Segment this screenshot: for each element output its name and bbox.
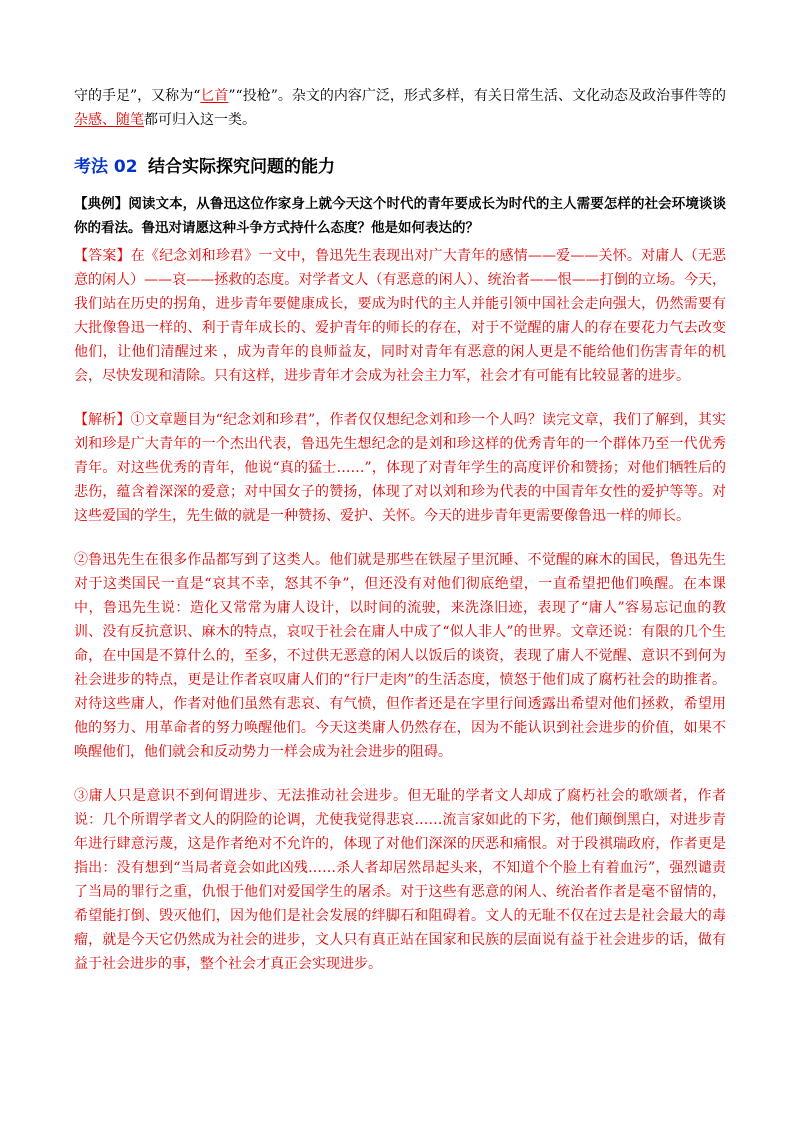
document-page	[74, 84, 726, 976]
essay-types-term: 杂感、随笔	[74, 112, 144, 128]
analysis-paragraph-3: ③庸人只是意识不到何谓进步、无法推动社会进步。但无耻的学者文人却成了腐朽社会的歌颂者，作者说：几个所谓学者文人的阴险的论调，尤使我觉得悲哀……流言家如此的下劣，他们颠倒黑白，对进步青年进行肆意污蔑，这是作者绝对不允许的，体现了对他们深深的厌恶和痛恨。对于段祺瑞政府，作者更是指出：没有想到“当局者竟会如此凶残……杀人者却居然昂起头来，不知道个个脸上有着血污”，强烈谴责了当局的罪行之重，仇恨于他们对爱国学生的屠杀。对于这些有恶意的闲人、统治者作者是毫不留情的，希望能打倒、毁灭他们，因为他们是社会发展的绊脚石和阻碍着。文人的无耻不仅在过去是社会最大的毒瘤，就是今天它仍然成为社会的进步，文人只有真正站在国家和民族的层面说有益于社会进步的话，做有益于社会进步的事，整个社会才真正会实现进步。	[74, 788, 726, 972]
dagger-term: 匕首	[200, 88, 229, 104]
intro-paragraph	[74, 84, 726, 132]
spacer	[74, 528, 726, 548]
analysis-paragraph-2: ②鲁迅先生在很多作品都写到了这类人。他们就是那些在铁屋子里沉睡、不觉醒的麻木的国民，鲁迅先生对于这类国民一直是“哀其不幸，怒其不争”，但还没有对他们彻底绝望，一直希望把他们唤醒。在本课中，鲁迅先生说：造化又常常为庸人设计，以时间的流驶，来洗涤旧迹，表现了“庸人”容易忘记血的教训、没有反抗意识、麻木的特点，哀叹于社会在庸人中成了“似人非人”的世界。文章还说：有限的几个生命，在中国是不算什么的，至多，不过供无恶意的闲人以饭后的谈资，表现了庸人不觉醒、意识不到何为社会进步的特点，更是让作者哀叹庸人们的“行尸走肉”的生活态度，愤怒于他们成了腐朽社会的助推者。对待这些庸人，作者对他们虽然有悲哀、有气愤，但作者还是在字里行间透露出希望对他们拯救，希望用他的努力、用革命者的努力唤醒他们。今天这类庸人仍然存在，因为不能认识到社会进步的价值，如果不唤醒他们，他们就会和反动势力一样会成为社会进步的阻碍。	[74, 552, 726, 760]
analysis-tag: 【解析】	[74, 412, 131, 428]
answer-text: 在《纪念刘和珍君》一文中，鲁迅先生表现出对广大青年的感情——爱——关怀。对庸人（无恶意的闲人）——哀——拯救的态度。对学者文人（有恶意的闲人）、统治者——恨——打倒的立场。今天，我们站在历史的拐角，进步青年要健康成长，要成为时代的主人并能引领中国社会走向强大，仍然需要有大批像鲁迅一样的、利于青年成长的、爱护青年的师长的存在，对于不觉醒的庸人的存在要花力气去改变他们，让他们清醒过来 ，成为青年的良师益友，同时对青年有恶意的闲人更是不能给他们伤害青年的机会，尽快发现和清除。只有这样，进步青年才会成为社会主力军，社会才有可能有比较显著的进步。	[74, 248, 727, 384]
spacer	[74, 764, 726, 784]
analysis-text-1: ①文章题目为“纪念刘和珍君”，作者仅仅想纪念刘和珍一个人吗？读完文章，我们了解到，其实刘和珍是广大青年的一个杰出代表，鲁迅先生想纪念的是刘和珍这样的优秀青年的一个群体乃至一代优秀青年。对这些优秀的青年，他说“真的猛士……”，体现了对青年学生的高度评价和赞扬；对他们牺牲后的悲伤，蕴含着深深的爱意；对中国女子的赞扬，体现了对以刘和珍为代表的中国青年女性的爱护等等。对这些爱国的学生，先生做的就是一种赞扬、爱护、关怀。今天的进步青年更需要像鲁迅一样的师长。	[74, 412, 727, 524]
question-tag: 【典例】	[74, 196, 129, 212]
question-text: 阅读文本，从鲁迅这位作家身上就今天这个时代的青年要成长为时代的主人需要怎样的社会环境谈谈你的看法。鲁迅对请愿这种斗争方式持什么态度？他是如何表达的？	[74, 196, 727, 236]
intro-text-end: 都可归入这一类。	[144, 112, 256, 128]
answer-tag: 【答案】	[74, 248, 131, 264]
spacer	[74, 388, 726, 408]
section-heading	[74, 152, 726, 182]
example-question	[74, 192, 726, 240]
analysis-paragraph-1	[74, 408, 726, 528]
section-title: 结合实际探究问题的能力	[148, 157, 335, 177]
intro-text-middle: ”“投枪”。杂文的内容广泛，形式多样，有关日常生活、文化动态及政治事件等的	[228, 88, 726, 104]
answer-paragraph	[74, 244, 726, 388]
intro-text-start: 守的手足”，又称为“	[74, 88, 201, 104]
section-number: 考法 02	[74, 157, 138, 177]
